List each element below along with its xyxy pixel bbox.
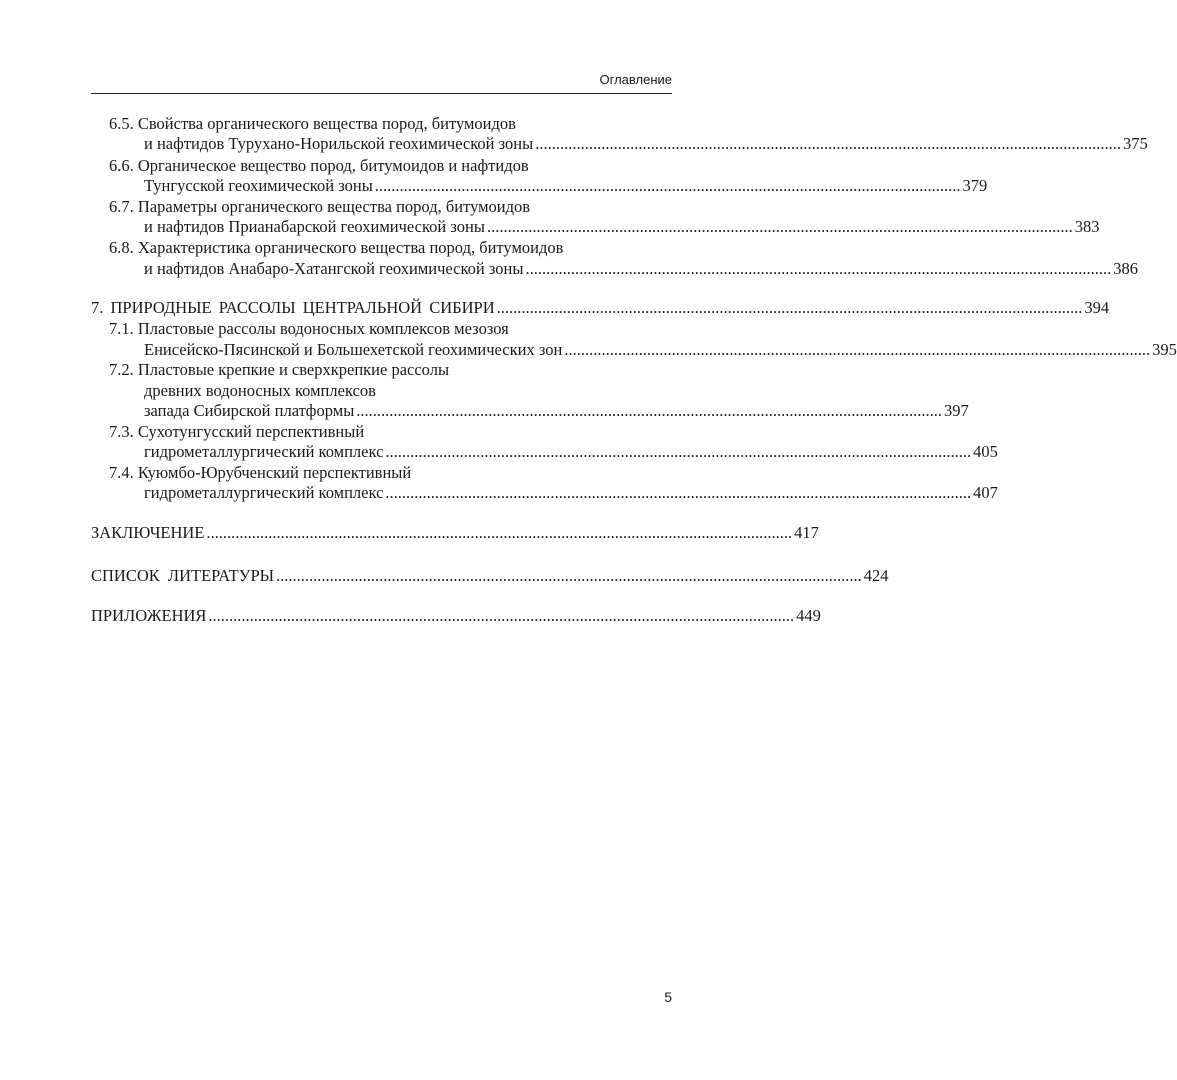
toc-entry-6-8[interactable] (91, 258, 1138, 280)
toc-entry-7-2[interactable] (91, 400, 969, 422)
toc-6-8-title: 6.8. Характеристика органического вещества пород, битумоидов (109, 238, 564, 257)
toc-6-6-title: 6.6. Органическое вещество пород, битумоидов и нафтидов (109, 156, 529, 175)
toc-conclusion-title: ЗАКЛЮЧЕНИЕ (91, 523, 205, 542)
toc-appendices-title: ПРИЛОЖЕНИЯ (91, 606, 207, 625)
header-rule (91, 93, 672, 94)
toc-entry-6-5[interactable] (91, 133, 1148, 155)
page-number: 5 (664, 989, 672, 1005)
toc-conclusion-page: 417 (794, 523, 819, 542)
toc-7-4-title: 7.4. Куюмбо-Юрубченский перспективный (109, 463, 412, 482)
toc-7-4-title-cont: гидрометаллургический комплекс (144, 483, 384, 502)
dot-leader: .............................................................................................................................................. (525, 259, 1112, 278)
toc-references-page: 424 (863, 566, 889, 585)
toc-6-7-title-cont: и нафтидов Прианабарской геохимической зоны (144, 217, 485, 236)
dot-leader: .............................................................................................................................................. (385, 483, 972, 502)
toc-6-5-page: 375 (1122, 134, 1148, 153)
toc-chapter-7-page: 394 (1084, 298, 1110, 317)
toc-entry-7-1[interactable] (91, 339, 1177, 361)
toc-6-7-title: 6.7. Параметры органического вещества пород, битумоидов (109, 197, 531, 216)
toc-6-8-title-cont: и нафтидов Анабаро-Хатангской геохимической зоны (144, 259, 524, 278)
toc-6-7-page: 383 (1074, 217, 1100, 236)
toc-6-6-page: 379 (962, 176, 988, 195)
dot-leader: .............................................................................................................................................. (374, 176, 961, 195)
toc-6-5-title-cont: и нафтидов Турухано-Норильской геохимической зоны (144, 134, 534, 153)
toc-entry-6-6[interactable] (91, 175, 988, 197)
toc-7-2-page: 397 (944, 401, 969, 420)
toc-7-1-page: 395 (1152, 340, 1177, 359)
toc-7-2-title: 7.2. Пластовые крепкие и сверхкрепкие рассолы (109, 360, 450, 379)
toc-references-title: СПИСОК ЛИТЕРАТУРЫ (91, 566, 275, 585)
dot-leader: .............................................................................................................................................. (496, 298, 1083, 317)
toc-7-1-title-cont: Енисейско-Пясинской и Большехетской геохимических зон (144, 340, 563, 359)
dot-leader: .............................................................................................................................................. (276, 566, 862, 585)
toc-6-5-title: 6.5. Свойства органического вещества пород, битумоидов (109, 114, 516, 133)
toc-7-2-title-cont: древних водоносных комплексов (144, 381, 376, 400)
toc-7-4-page: 407 (973, 483, 998, 502)
toc-chapter-7-title: 7. ПРИРОДНЫЕ РАССОЛЫ ЦЕНТРАЛЬНОЙ СИБИРИ (91, 298, 495, 317)
toc-appendices-page: 449 (796, 606, 821, 625)
dot-leader: .............................................................................................................................................. (208, 606, 795, 625)
toc-7-1-title: 7.1. Пластовые рассолы водоносных комплексов мезозоя (109, 319, 509, 338)
dot-leader: .............................................................................................................................................. (356, 401, 943, 420)
toc-7-3-title-cont: гидрометаллургический комплекс (144, 442, 384, 461)
dot-leader: .............................................................................................................................................. (385, 442, 972, 461)
dot-leader: .............................................................................................................................................. (486, 217, 1073, 236)
toc-entry-7-3[interactable] (91, 441, 998, 463)
dot-leader: .............................................................................................................................................. (564, 340, 1151, 359)
toc-7-3-title: 7.3. Сухотунгусский перспективный (109, 422, 365, 441)
dot-leader: .............................................................................................................................................. (206, 523, 793, 542)
running-head: Оглавление (599, 72, 672, 87)
toc-entry-appendices[interactable] (91, 605, 821, 627)
toc-entry-chapter-7[interactable] (91, 297, 1110, 319)
toc-6-8-page: 386 (1113, 259, 1138, 278)
toc-entry-references[interactable] (91, 565, 889, 587)
toc-7-2-title-cont2: запада Сибирской платформы (144, 401, 355, 420)
toc-entry-6-7[interactable] (91, 216, 1100, 238)
toc-7-3-page: 405 (973, 442, 998, 461)
dot-leader: .............................................................................................................................................. (535, 134, 1121, 153)
toc-entry-conclusion[interactable] (91, 522, 819, 544)
toc-6-6-title-cont: Тунгусской геохимической зоны (144, 176, 373, 195)
toc-entry-7-4[interactable] (91, 482, 998, 504)
